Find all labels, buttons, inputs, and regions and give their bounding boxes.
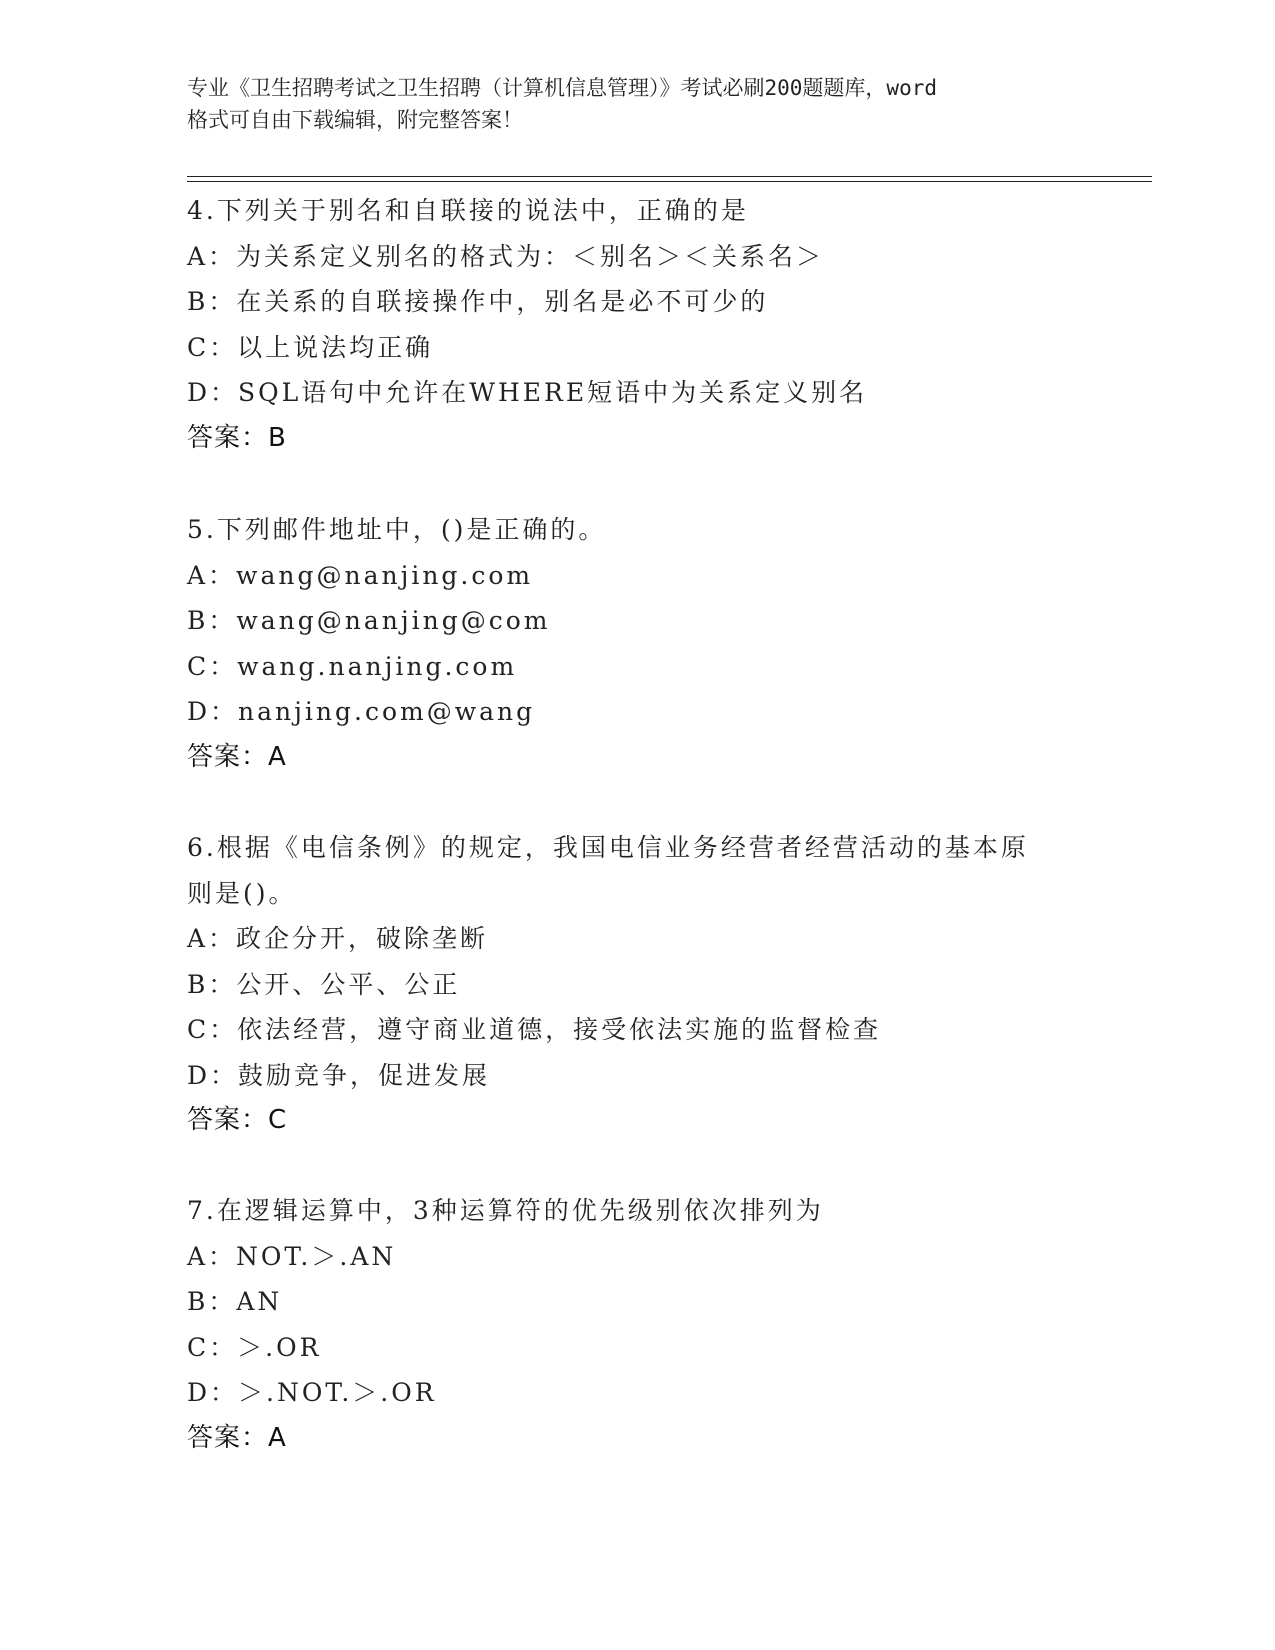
question-5 [187, 507, 1087, 780]
answer-label: 答案：B [187, 422, 287, 453]
header-line-2: 格式可自由下载编辑，附完整答案！ [187, 108, 523, 132]
answer-label: 答案：A [187, 1422, 287, 1453]
option-a: A：wang@nanjing.com [187, 560, 534, 590]
answer-label: 答案：A [187, 741, 287, 772]
question-4 [187, 188, 1087, 461]
header-divider-bottom [187, 181, 1152, 182]
answer-label: 答案：C [187, 1105, 288, 1135]
question-stem: 4.下列关于别名和自联接的说法中，正确的是 [187, 196, 749, 225]
option-d: D：SQL语句中允许在WHERE短语中为关系定义别名 [187, 378, 868, 407]
document-header [187, 72, 1087, 136]
question-stem: 5.下列邮件地址中，()是正确的。 [187, 515, 607, 544]
question-6 [187, 825, 1087, 1144]
option-b: B：AN [187, 1287, 283, 1316]
option-c: C：wang.nanjing.com [187, 651, 518, 681]
question-stem-line-1: 6.根据《电信条例》的规定，我国电信业务经营者经营活动的基本原 [187, 833, 1029, 862]
question-stem-line-2: 则是()。 [187, 878, 297, 908]
option-b: B：公开、公平、公正 [187, 969, 461, 999]
option-a: A：为关系定义别名的格式为：＜别名＞＜关系名＞ [187, 241, 825, 271]
option-b: B：在关系的自联接操作中，别名是必不可少的 [187, 287, 769, 316]
header-divider-top [187, 176, 1152, 177]
option-d: D：鼓励竞争，促进发展 [187, 1060, 491, 1090]
option-a: A：政企分开，破除垄断 [187, 924, 489, 953]
question-stem: 7.在逻辑运算中，3种运算符的优先级别依次排列为 [187, 1196, 824, 1225]
option-c: C：以上说法均正确 [187, 332, 434, 362]
option-c: C：＞.OR [187, 1332, 322, 1362]
header-line-1: 专业《卫生招聘考试之卫生招聘（计算机信息管理）》考试必刷200题题库，word [187, 76, 937, 100]
option-d: D：＞.NOT.＞.OR [187, 1378, 437, 1407]
option-a: A：NOT.＞.AN [187, 1241, 397, 1271]
option-b: B：wang@nanjing@com [187, 606, 551, 635]
question-7 [187, 1188, 1087, 1461]
option-c: C：依法经营，遵守商业道德，接受依法实施的监督检查 [187, 1015, 882, 1044]
option-d: D：nanjing.com@wang [187, 697, 536, 726]
